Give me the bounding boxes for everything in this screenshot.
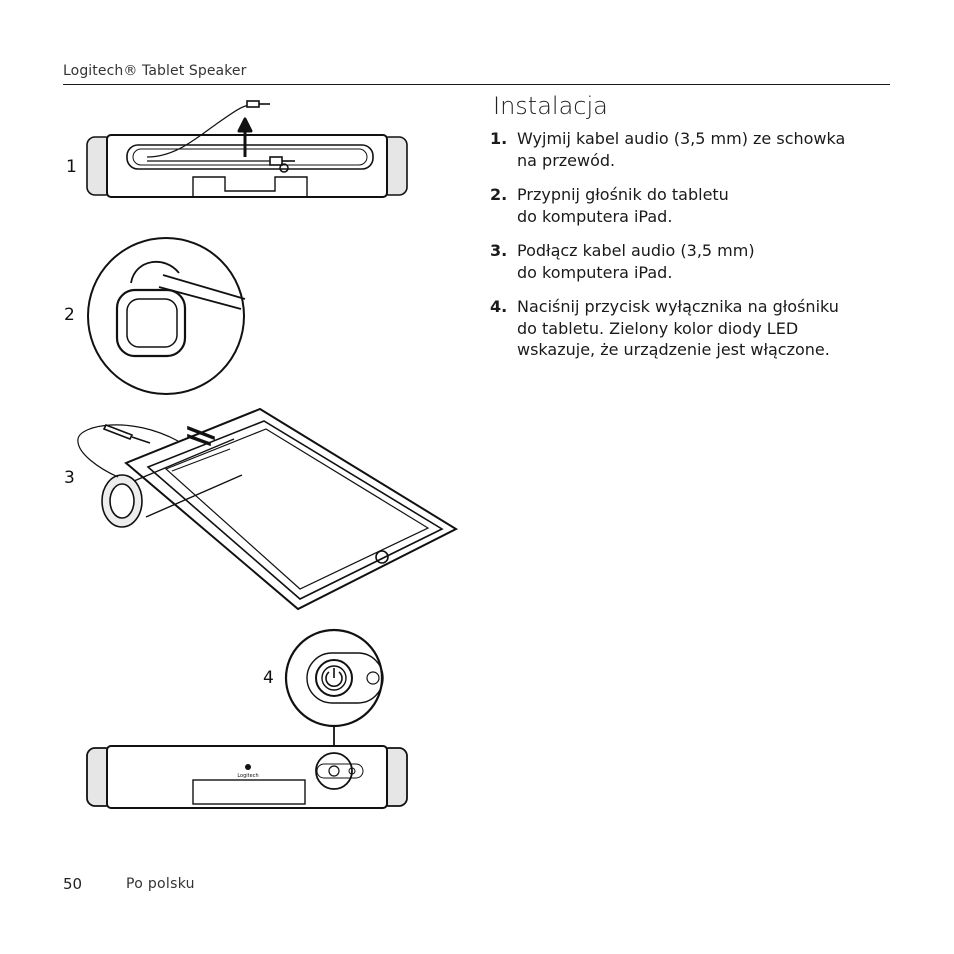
step-text: Podłącz kabel audio (3,5 mm) do komputera iPad.	[517, 241, 755, 282]
logitech-logo-icon	[245, 764, 251, 770]
header-divider	[63, 84, 890, 85]
header-product-title: Logitech® Tablet Speaker	[63, 63, 247, 79]
instruction-step	[490, 296, 900, 361]
step-text: Przypnij głośnik do tabletu do komputera iPad.	[517, 185, 729, 226]
step-number: 4.	[490, 297, 508, 316]
instruction-step	[490, 240, 900, 283]
page-number: 50	[63, 875, 83, 893]
speaker-cable-storage-illustration	[85, 95, 415, 215]
speaker-clip-closeup-illustration	[85, 235, 247, 397]
section-title: Instalacja	[493, 92, 608, 120]
step-text: Wyjmij kabel audio (3,5 mm) ze schowka na przewód.	[517, 129, 846, 170]
step-text: Naciśnij przycisk wyłącznika na głośniku do tabletu. Zielony kolor diody LED wskazuje, że urządzenie jest włączone.	[517, 297, 839, 359]
figure-label-2: 2	[64, 305, 75, 325]
logitech-logo-text: Logitech	[237, 773, 259, 779]
figure-label-1: 1	[66, 157, 77, 177]
step-number: 2.	[490, 185, 508, 204]
instruction-list	[490, 128, 900, 374]
step-number: 3.	[490, 241, 508, 260]
footer-language: Po polsku	[126, 876, 195, 892]
tablet-connect-illustration	[70, 405, 465, 615]
figure-label-3: 3	[64, 468, 75, 488]
power-button-illustration	[85, 628, 415, 813]
figure-label-4: 4	[263, 668, 274, 688]
step-number: 1.	[490, 129, 508, 148]
instruction-step	[490, 128, 900, 171]
instruction-step	[490, 184, 900, 227]
